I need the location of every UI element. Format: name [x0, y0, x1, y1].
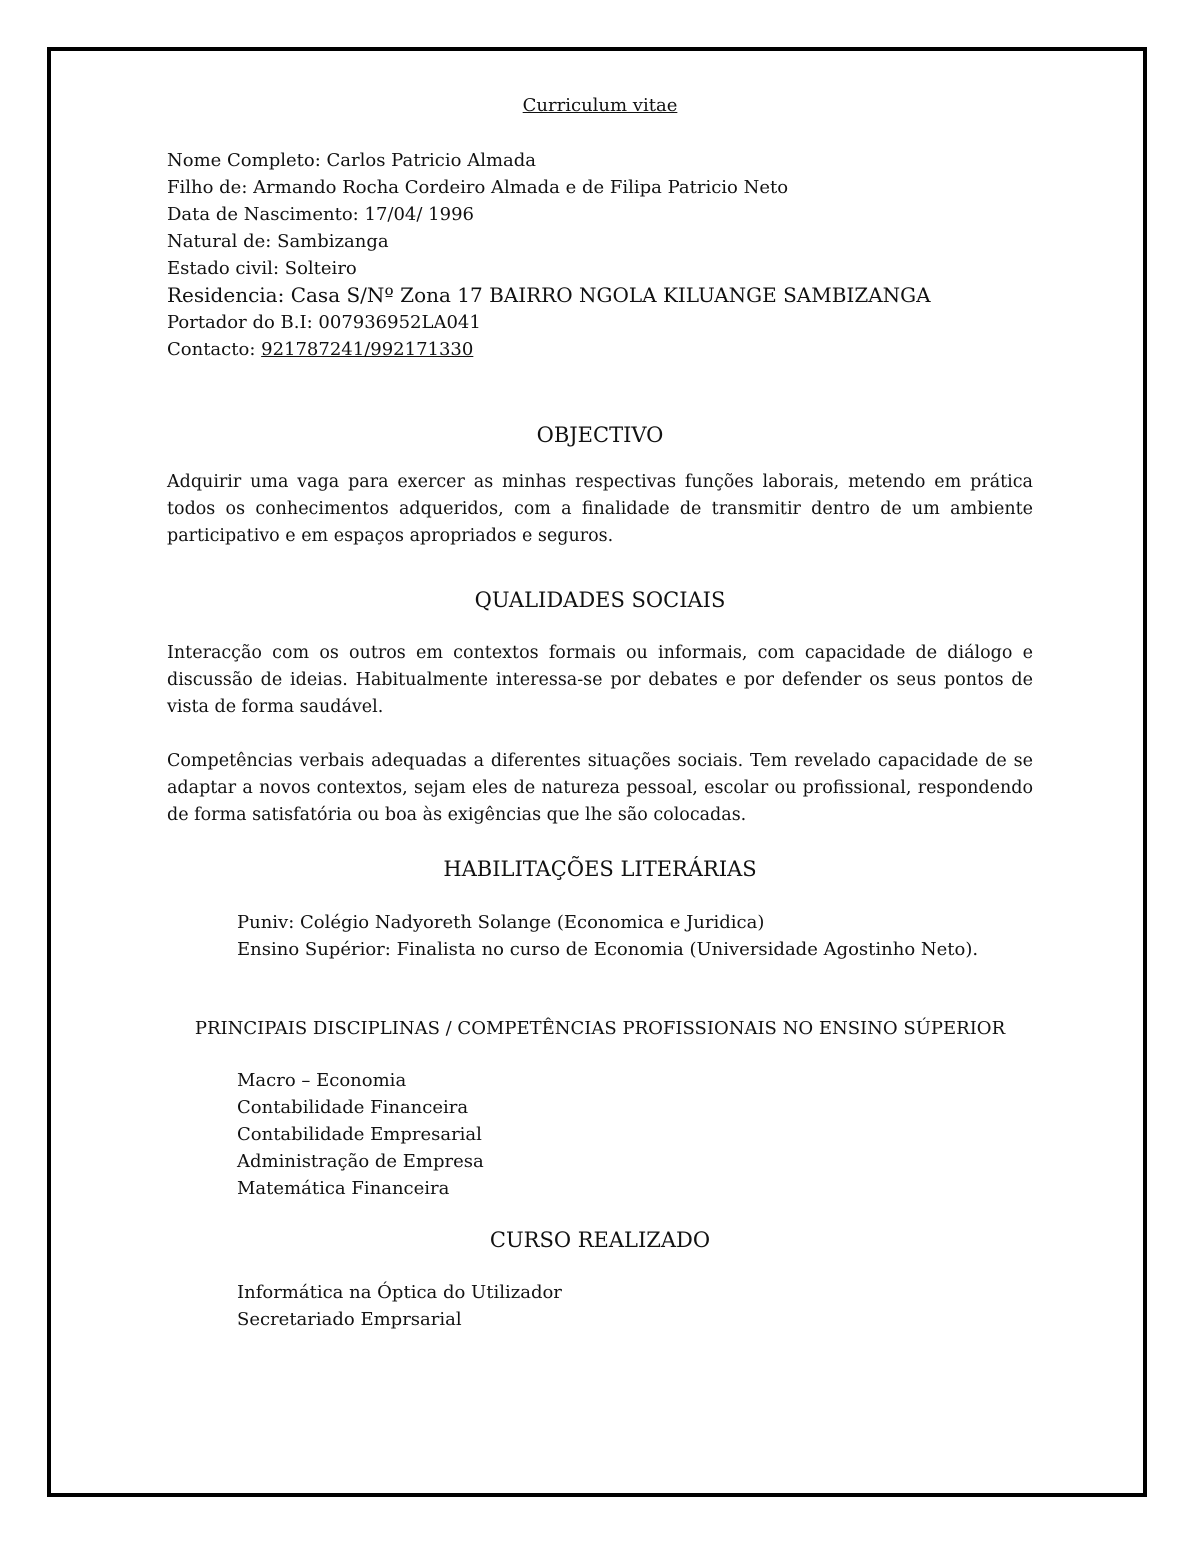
objectivo-text: Adquirir uma vaga para exercer as minhas respectivas funções laborais, metendo em prática todos os conhecimentos adqueridos, com a finalidade de transmitir dentro de um ambiente participativo e em espaços apropriados e seguros. [167, 472, 1033, 546]
info-birthplace [167, 228, 1033, 255]
list-item: Puniv: Colégio Nadyoreth Solange (Economica e Juridica) [237, 912, 765, 933]
list-item: Administração de Empresa [237, 1151, 484, 1172]
contact-phone-link[interactable]: 921787241/992171330 [261, 339, 474, 360]
info-value: Carlos Patricio Almada [326, 150, 537, 171]
list-item: Contabilidade Financeira [237, 1097, 469, 1118]
list-item: Macro – Economia [237, 1070, 407, 1091]
list-item: Matemática Financeira [237, 1178, 450, 1199]
info-value: Casa S/Nº Zona 17 BAIRRO NGOLA KILUANGE SAMBIZANGA [290, 283, 931, 307]
info-label: Data de Nascimento: [167, 204, 359, 225]
cursos-list [167, 1279, 1033, 1333]
info-label: Residencia: [167, 283, 285, 307]
disciplinas-heading: PRINCIPAIS DISCIPLINAS / COMPETÊNCIAS PROFISSIONAIS NO ENSINO SÚPERIOR [194, 1018, 1006, 1039]
info-contact [167, 336, 1033, 363]
info-value: Armando Rocha Cordeiro Almada e de Filipa Patricio Neto [253, 177, 789, 198]
info-marital-status [167, 255, 1033, 282]
document-title: Curriculum vitae [522, 95, 678, 116]
info-label: Nome Completo: [167, 150, 321, 171]
info-full-name [167, 147, 1033, 174]
habilitacoes-heading: HABILITAÇÕES LITERÁRIAS [443, 857, 757, 881]
list-item: Ensino Supérior: Finalista no curso de Economia (Universidade Agostinho Neto). [237, 939, 979, 960]
info-label: Portador do B.I: [167, 312, 313, 333]
info-label: Filho de: [167, 177, 248, 198]
cursos-heading: CURSO REALIZADO [489, 1228, 711, 1252]
personal-info [167, 147, 1033, 363]
info-parents [167, 174, 1033, 201]
info-label: Contacto: [167, 339, 256, 360]
info-value: Sambizanga [277, 231, 389, 252]
info-value: 007936952LA041 [318, 312, 481, 333]
info-value: Solteiro [284, 258, 357, 279]
info-residence [167, 282, 1033, 309]
document-body [167, 92, 1033, 1333]
qualidades-heading: QUALIDADES SOCIAIS [474, 588, 726, 612]
info-birth-date [167, 201, 1033, 228]
disciplinas-list [167, 1067, 1033, 1202]
qualidades-paragraph-1: Interacção com os outros em contextos formais ou informais, com capacidade de diálogo e discussão de ideias. Habitualmente interessa-se por debates e por defender os seus pontos de vista de forma saudável. [167, 643, 1033, 717]
info-value: 17/04/ 1996 [364, 204, 474, 225]
info-id-number [167, 309, 1033, 336]
list-item: Contabilidade Empresarial [237, 1124, 482, 1145]
qualidades-paragraph-2: Competências verbais adequadas a diferentes situações sociais. Tem revelado capacidade de se adaptar a novos contextos, sejam eles de natureza pessoal, escolar ou profissional, respondendo de forma satisfatória ou boa às exigências que lhe são colocadas. [167, 751, 1033, 825]
list-item: Secretariado Emprsarial [237, 1309, 462, 1330]
objectivo-heading: OBJECTIVO [536, 423, 664, 447]
habilitacoes-list [167, 909, 1033, 963]
info-label: Estado civil: [167, 258, 280, 279]
list-item: Informática na Óptica do Utilizador [237, 1282, 562, 1303]
info-label: Natural de: [167, 231, 272, 252]
